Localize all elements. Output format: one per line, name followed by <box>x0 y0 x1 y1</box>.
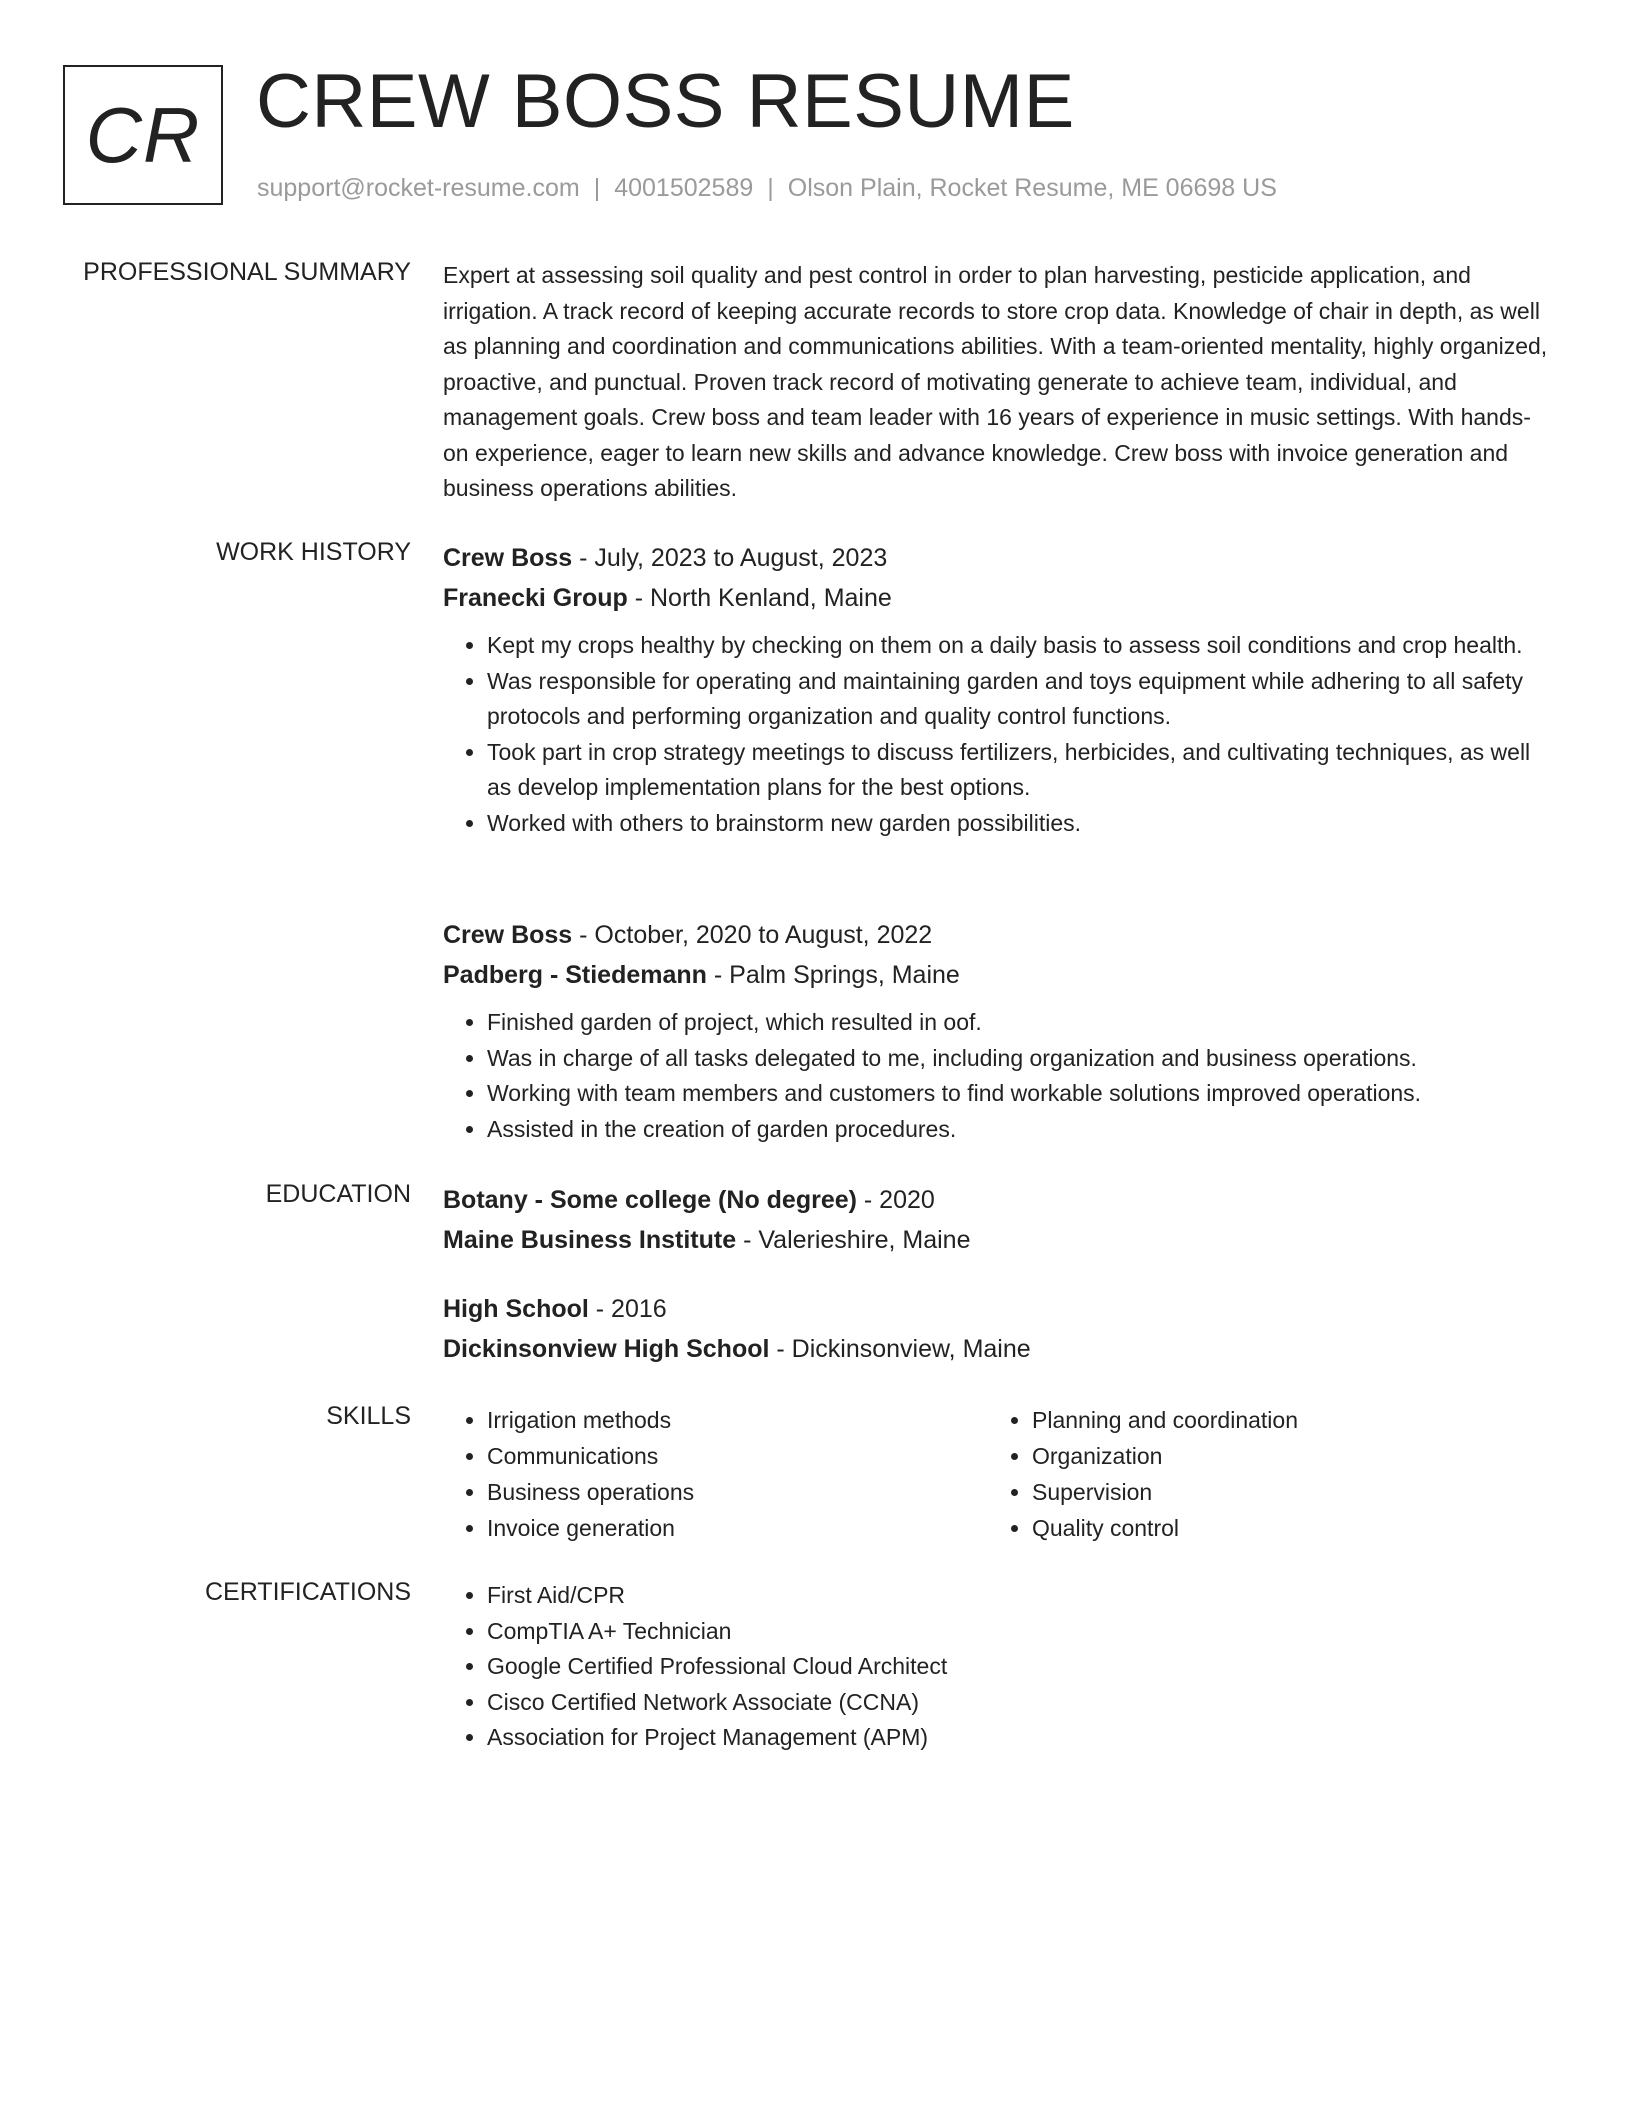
job-company-line <box>443 955 1553 995</box>
school-location: - Dickinsonview, Maine <box>769 1335 1031 1363</box>
contact-address: Olson Plain, Rocket Resume, ME 06698 US <box>787 174 1277 202</box>
school-line <box>443 1220 1553 1260</box>
list-item: • Association for Project Management (APM) <box>487 1720 1553 1756</box>
job-location: - Palm Springs, Maine <box>706 961 960 989</box>
skills-column-right <box>988 1402 1533 1546</box>
skills-grid <box>443 1402 1553 1546</box>
section-label: CERTIFICATIONS <box>204 1578 411 1606</box>
job-title-line <box>443 915 1553 955</box>
skills-list <box>443 1402 988 1546</box>
list-item: • Finished garden of project, which resulted in oof. <box>487 1005 1553 1041</box>
list-item: • Organization <box>1032 1438 1533 1474</box>
section-label: WORK HISTORY <box>216 538 411 566</box>
job-bullets <box>443 1005 1553 1147</box>
school-location: - Valerieshire, Maine <box>736 1226 971 1254</box>
job-location: - North Kenland, Maine <box>627 584 892 612</box>
school-line <box>443 1329 1553 1369</box>
degree-year: - 2020 <box>856 1186 935 1214</box>
job-title-line <box>443 538 1553 578</box>
list-item: • Google Certified Professional Cloud Architect <box>487 1649 1553 1685</box>
list-item: • Assisted in the creation of garden procedures. <box>487 1112 1553 1148</box>
job-company: Padberg - Stiedemann <box>443 961 707 989</box>
summary-text: Expert at assessing soil quality and pest control in order to plan harvesting, pesticide application, and irrigation. A track record of keeping accurate records to store crop data. Knowledge of chair in depth, as well as planning and coordination and communications abilities. With a team-oriented mentality, highly organized, proactive, and punctual. Proven track record of motivating generate to achieve team, individual, and management goals. Crew boss and team leader with 16 years of experience in music settings. With hands-on experience, eager to learn new skills and advance knowledge. Crew boss with invoice generation and business operations abilities. <box>443 262 1548 501</box>
list-item: • Took part in crop strategy meetings to discuss fertilizers, herbicides, and cultivating techniques, as well as develop implementation plans for the best options. <box>487 735 1553 806</box>
skills-column-left <box>443 1402 988 1546</box>
list-item: • Worked with others to brainstorm new garden possibilities. <box>487 806 1553 842</box>
list-item: • Was responsible for operating and maintaining garden and toys equipment while adhering to all safety protocols and performing organization and quality control functions. <box>487 664 1553 735</box>
job-company: Franecki Group <box>443 584 628 612</box>
list-item: • Kept my crops healthy by checking on them on a daily basis to assess soil conditions and crop health. <box>487 628 1553 664</box>
degree-line <box>443 1180 1553 1220</box>
job-entry <box>443 915 1553 1147</box>
job-entry <box>443 538 1553 841</box>
list-item: • Cisco Certified Network Associate (CCNA) <box>487 1685 1553 1721</box>
job-bullets <box>443 628 1553 841</box>
contact-separator: | <box>593 174 601 202</box>
list-item: • Business operations <box>487 1474 988 1510</box>
list-item: • CompTIA A+ Technician <box>487 1614 1553 1650</box>
contact-separator: | <box>767 174 774 202</box>
degree-year: - 2016 <box>588 1295 667 1323</box>
resume-title: CREW BOSS RESUME <box>256 59 1075 144</box>
degree: Botany - Some college (No degree) <box>443 1186 857 1214</box>
list-item: • Planning and coordination <box>1032 1402 1533 1438</box>
degree-line <box>443 1289 1553 1329</box>
job-dates: - July, 2023 to August, 2023 <box>572 544 888 572</box>
school: Maine Business Institute <box>443 1226 737 1254</box>
list-item: • Invoice generation <box>487 1510 988 1546</box>
job-title: Crew Boss <box>443 921 573 949</box>
list-item: • Was in charge of all tasks delegated to me, including organization and business operations. <box>487 1041 1553 1077</box>
contact-email[interactable]: support@rocket-resume.com <box>257 174 580 202</box>
list-item: • Working with team members and customers to find workable solutions improved operations. <box>487 1076 1553 1112</box>
list-item: • Quality control <box>1032 1510 1533 1546</box>
list-item: • Irrigation methods <box>487 1402 988 1438</box>
job-company-line <box>443 578 1553 618</box>
list-item: • First Aid/CPR <box>487 1578 1553 1614</box>
education-entry <box>443 1180 1553 1260</box>
contact-line <box>257 174 1277 203</box>
section-label: PROFESSIONAL SUMMARY <box>83 258 411 286</box>
contact-phone: 4001502589 <box>614 174 754 202</box>
list-item: • Communications <box>487 1438 988 1474</box>
section-label: EDUCATION <box>265 1180 411 1208</box>
certifications-list <box>443 1578 1553 1756</box>
list-item: • Supervision <box>1032 1474 1533 1510</box>
job-title: Crew Boss <box>443 544 573 572</box>
education-entry <box>443 1289 1553 1369</box>
monogram-badge: CR <box>63 65 223 205</box>
job-dates: - October, 2020 to August, 2022 <box>572 921 933 949</box>
skills-list <box>988 1402 1533 1546</box>
degree: High School <box>443 1295 589 1323</box>
section-label: SKILLS <box>326 1402 411 1430</box>
school: Dickinsonview High School <box>443 1335 770 1363</box>
